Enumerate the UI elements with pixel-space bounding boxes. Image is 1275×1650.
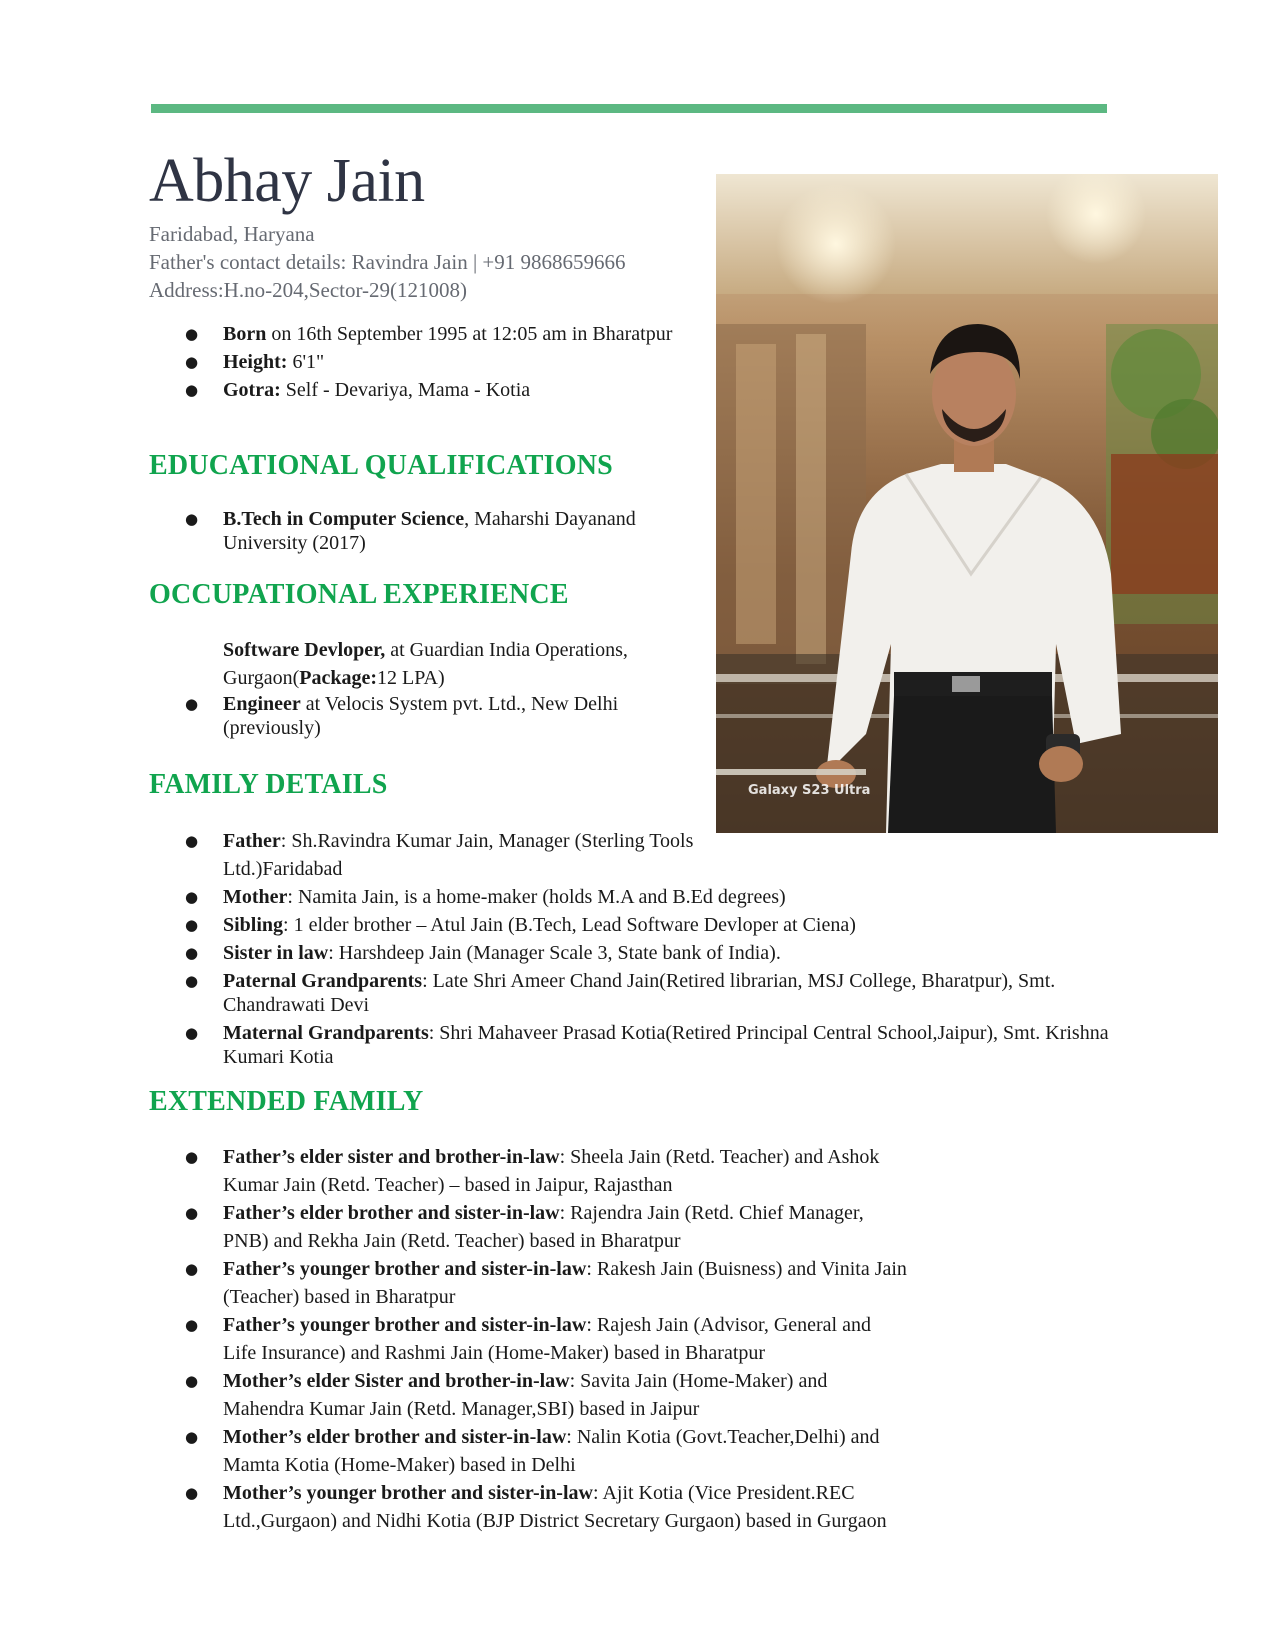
section-title-education: EDUCATIONAL QUALIFICATIONS [149,450,613,481]
family-list [149,827,1149,1069]
location: Faridabad, Haryana [149,222,315,246]
list-item: ● Sibling: 1 elder brother – Atul Jain (B.Tech, Lead Software Devloper at Ciena) [149,911,1149,939]
list-item: ● Born on 16th September 1995 at 12:05 am in Bharatpur [149,322,689,346]
top-accent-rule [151,104,1107,113]
list-item: ● B.Tech in Computer Science, Maharshi Dayanand University (2017) [149,507,689,555]
contact-block [149,220,709,304]
list-item: ● Mother’s younger brother and sister-in-law: Ajit Kotia (Vice President.REC Ltd.,Gurgaon) and Nidhi Kotia (BJP District Secretary Gurgaon) based in Gurgaon [149,1479,909,1535]
address: Address:H.no-204,Sector-29(121008) [149,278,468,302]
list-item: ● Mother: Namita Jain, is a home-maker (holds M.A and B.Ed degrees) [149,883,1149,911]
list-item: ● Gotra: Self - Devariya, Mama - Kotia [149,378,689,402]
education-list [149,507,689,559]
list-item: ● Father: Sh.Ravindra Kumar Jain, Manager (Sterling Tools Ltd.)Faridabad [149,827,723,883]
list-item: ● Sister in law: Harshdeep Jain (Manager Scale 3, State bank of India). [149,939,1149,967]
list-item-current-job: Software Devloper, at Guardian India Operations, Gurgaon(Package:12 LPA) [223,639,628,689]
photo-caption: Galaxy S23 Ultra [748,783,871,798]
list-item: ● Mother’s elder Sister and brother-in-law: Savita Jain (Home-Maker) and Mahendra Kumar Jain (Retd. Manager,SBI) based in Jaipur [149,1367,909,1423]
list-item: ● Father’s elder sister and brother-in-law: Sheela Jain (Retd. Teacher) and Ashok Kumar Jain (Retd. Teacher) – based in Jaipur, Rajasthan [149,1143,909,1199]
father-contact: Father's contact details: Ravindra Jain | +91 9868659666 [149,250,626,274]
list-item: ● Paternal Grandparents: Late Shri Ameer Chand Jain(Retired librarian, MSJ College, Bharatpur), Smt. Chandrawati Devi [149,969,1123,1017]
list-item: ● Engineer at Velocis System pvt. Ltd., New Delhi (previously) [149,692,689,740]
list-item: ● Mother’s elder brother and sister-in-law: Nalin Kotia (Govt.Teacher,Delhi) and Mamta Kotia (Home-Maker) based in Delhi [149,1423,909,1479]
occupation-list [149,636,689,740]
extended-list [149,1143,909,1535]
profile-photo-illustration [716,174,1218,833]
personal-list [149,322,689,406]
list-item: ● Father’s elder brother and sister-in-law: Rajendra Jain (Retd. Chief Manager, PNB) and Rekha Jain (Retd. Teacher) based in Bharatpur [149,1199,909,1255]
section-title-extended: EXTENDED FAMILY [149,1086,424,1117]
candidate-name: Abhay Jain [149,147,425,215]
section-title-family: FAMILY DETAILS [149,769,388,800]
list-item: ● Height: 6'1" [149,350,689,374]
section-title-occupation: OCCUPATIONAL EXPERIENCE [149,579,569,610]
profile-photo [716,174,1218,833]
list-item: ● Father’s younger brother and sister-in-law: Rajesh Jain (Advisor, General and Life Insurance) and Rashmi Jain (Home-Maker) based in Bharatpur [149,1311,909,1367]
list-item: ● Father’s younger brother and sister-in-law: Rakesh Jain (Buisness) and Vinita Jain (Teacher) based in Bharatpur [149,1255,909,1311]
list-item: ● Maternal Grandparents: Shri Mahaveer Prasad Kotia(Retired Principal Central School,Jaipur), Smt. Krishna Kumari Kotia [149,1021,1163,1069]
